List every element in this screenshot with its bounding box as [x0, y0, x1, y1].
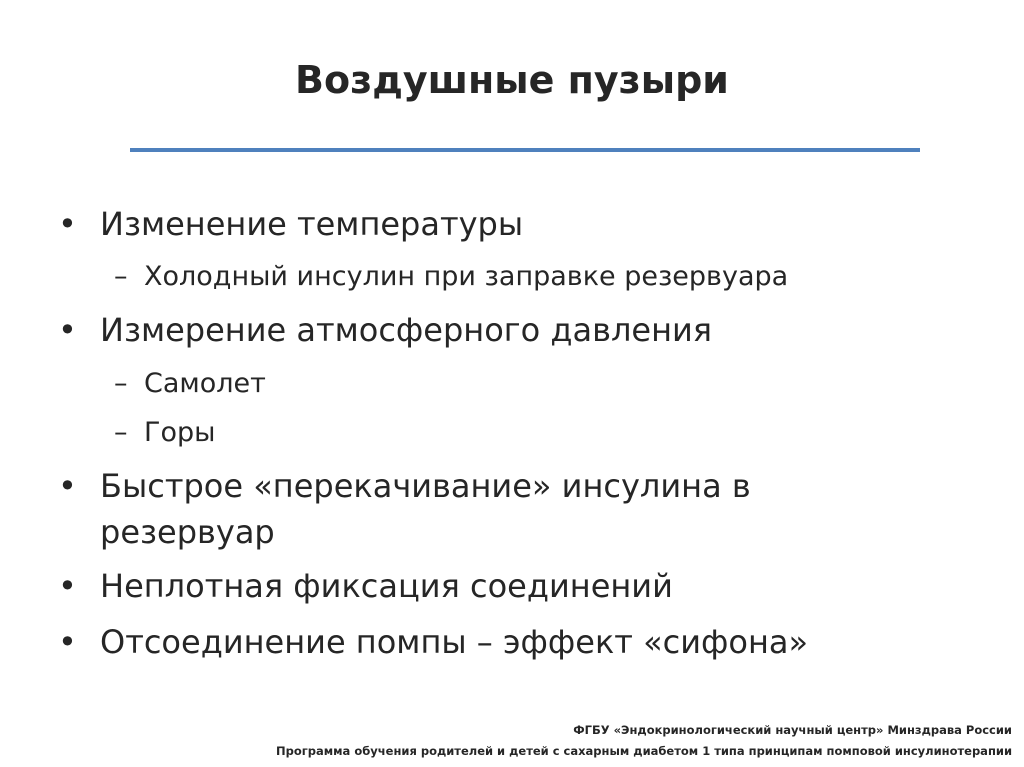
bullet-marker: • [58, 567, 77, 605]
sub-bullet-marker: – [114, 417, 128, 448]
footer-organization: ФГБУ «Эндокринологический научный центр» Минздрава России [573, 723, 1012, 737]
bullet-marker: • [58, 623, 77, 661]
bullet-text: Измерение атмосферного давления [100, 311, 713, 349]
bullet-text: Отсоединение помпы – эффект «сифона» [100, 623, 809, 661]
sub-bullet-text: Самолет [144, 368, 266, 399]
sub-bullet-text: Горы [144, 417, 216, 448]
sub-bullet-marker: – [114, 261, 128, 292]
footer-program: Программа обучения родителей и детей с сахарным диабетом 1 типа принципам помповой инсулинотерапии [276, 744, 1012, 758]
bullet-marker: • [58, 467, 77, 505]
sub-bullet-marker: – [114, 368, 128, 399]
bullet-text: Неплотная фиксация соединений [100, 567, 673, 605]
bullet-marker: • [58, 311, 77, 349]
sub-bullet-text: Холодный инсулин при заправке резервуара [144, 261, 789, 292]
bullet-marker: • [58, 205, 77, 243]
bullet-text: Изменение температуры [100, 205, 524, 243]
bullet-text-line1: Быстрое «перекачивание» инсулина в [100, 467, 751, 505]
bullet-text-line2: резервуар [100, 513, 275, 551]
slide-title: Воздушные пузыри [295, 58, 729, 102]
